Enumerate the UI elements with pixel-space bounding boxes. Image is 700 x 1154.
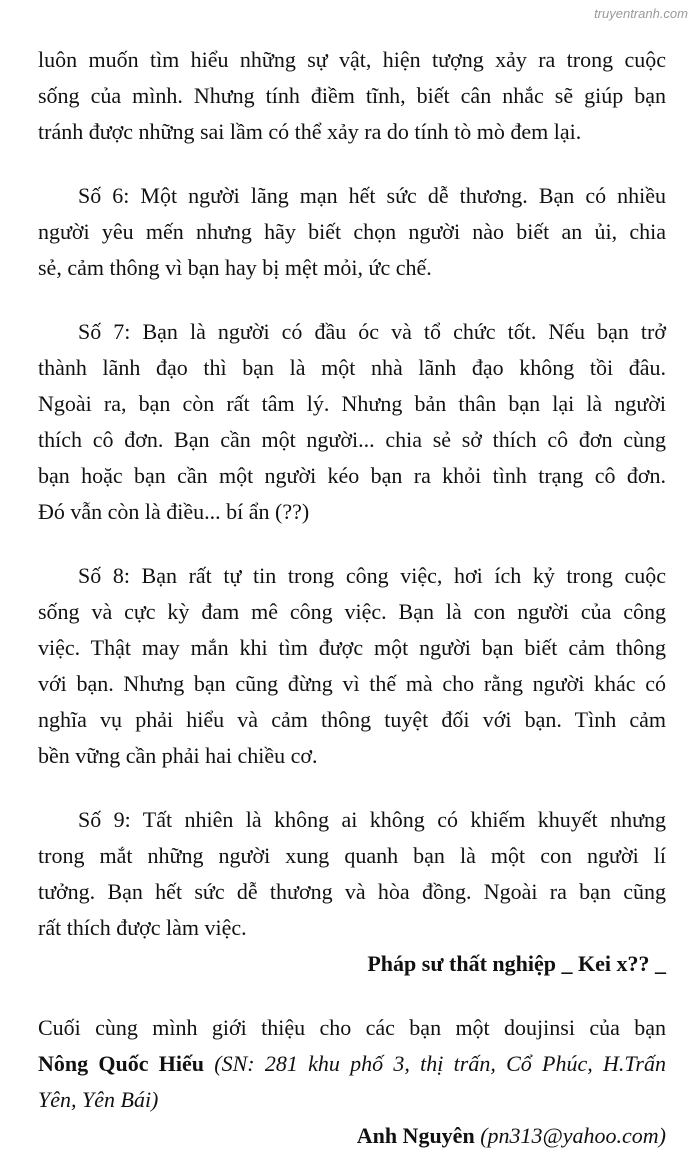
document-page: [38, 42, 666, 1154]
text-line: Cuối cùng mình giới thiệu cho các bạn một doujinsi của bạn: [38, 1015, 666, 1040]
text-line: việc. Thật may mắn khi tìm được một người bạn biết cảm thông: [38, 635, 666, 660]
author-address: (SN: 281 khu phố 3, thị trấn, Cổ Phúc, H.Trấn: [214, 1051, 666, 1076]
paragraph-so-8: [38, 558, 666, 774]
text-line: trong mắt những người xung quanh bạn là một con người lí: [38, 843, 666, 868]
text-line: luôn muốn tìm hiểu những sự vật, hiện tượng xảy ra trong cuộc: [38, 47, 666, 72]
signature-kei-text: Pháp sư thất nghiệp _ Kei x?? _: [367, 951, 666, 976]
text-line: với bạn. Nhưng bạn cũng đừng vì thế mà cho rằng người khác có: [38, 671, 666, 696]
text-line: bền vững cần phải hai chiều cơ.: [38, 743, 318, 768]
paragraph-intro: [38, 42, 666, 150]
signature-name: Anh Nguyên: [356, 1123, 475, 1148]
text-line: bạn hoặc bạn cần một người kéo bạn ra khỏi tình trạng cô đơn.: [38, 463, 666, 488]
text-line: rất thích được làm việc.: [38, 915, 247, 940]
text-line: sẻ, cảm thông vì bạn hay bị mệt mỏi, ức chế.: [38, 255, 432, 280]
author-name: Nông Quốc Hiếu: [38, 1051, 204, 1076]
text-line: tránh được những sai lầm có thể xảy ra do tính tò mò đem lại.: [38, 119, 582, 144]
signature-email: (pn313@yahoo.com): [480, 1123, 666, 1148]
text-line: Số 8: Bạn rất tự tin trong công việc, hơi ích kỷ trong cuộc: [78, 563, 666, 588]
paragraph-so-9: [38, 802, 666, 946]
text-line: thành lãnh đạo thì bạn là một nhà lãnh đạo không tồi đâu.: [38, 355, 666, 380]
text-line: [38, 1082, 666, 1118]
watermark-text: truyentranh.com: [594, 6, 688, 21]
text-line: người yêu mến nhưng hãy biết chọn người nào biết an ủi, chia: [38, 219, 666, 244]
signature-kei: [38, 946, 666, 982]
text-line: Số 7: Bạn là người có đầu óc và tổ chức tốt. Nếu bạn trở: [78, 319, 666, 344]
text-line: [38, 1046, 666, 1082]
paragraph-so-6: [38, 178, 666, 286]
signature-anh-nguyen: [38, 1118, 666, 1154]
closing-paragraph: [38, 1010, 666, 1118]
paragraph-so-7: [38, 314, 666, 530]
text-line: sống của mình. Nhưng tính điềm tĩnh, biết cân nhắc sẽ giúp bạn: [38, 83, 666, 108]
text-line: tưởng. Bạn hết sức dễ thương và hòa đồng. Ngoài ra bạn cũng: [38, 879, 666, 904]
text-line: Số 6: Một người lãng mạn hết sức dễ thương. Bạn có nhiều: [78, 183, 666, 208]
author-address-cont: Yên, Yên Bái): [38, 1087, 159, 1112]
text-line: thích cô đơn. Bạn cần một người... chia sẻ sở thích cô đơn cùng: [38, 427, 666, 452]
text-line: Ngoài ra, bạn còn rất tâm lý. Nhưng bản thân bạn lại là người: [38, 391, 666, 416]
text-line: sống và cực kỳ đam mê công việc. Bạn là con người của công: [38, 599, 666, 624]
text-line: Đó vẫn còn là điều... bí ẩn (??): [38, 499, 310, 524]
text-line: Số 9: Tất nhiên là không ai không có khiếm khuyết nhưng: [78, 807, 666, 832]
text-line: nghĩa vụ phải hiểu và cảm thông tuyệt đối với bạn. Tình cảm: [38, 707, 666, 732]
